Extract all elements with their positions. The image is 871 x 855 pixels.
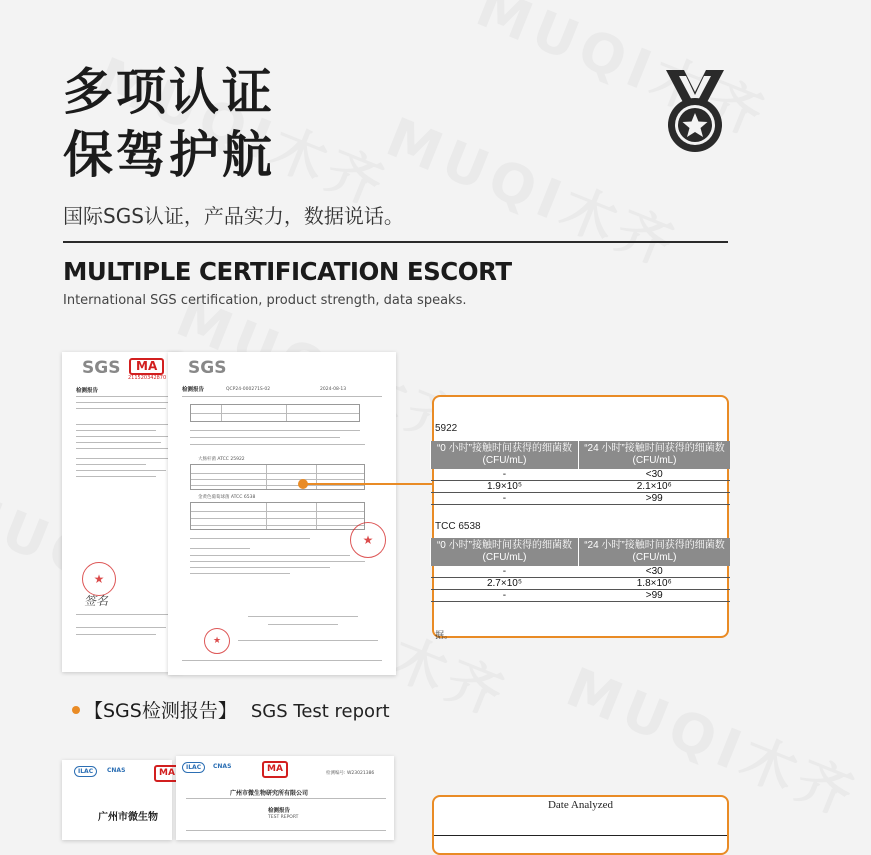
table-cell: 2.1×10⁶: [578, 481, 730, 493]
table-cell: 1.9×10⁵: [431, 481, 579, 493]
report2-page-front[interactable]: [176, 756, 394, 840]
test-number: 检测编号: W23021386: [326, 771, 375, 776]
report2-org-full: 广州市微生物研究所有限公司: [230, 790, 309, 797]
report-page-back[interactable]: [62, 352, 182, 672]
report-heading: 检测报告: [182, 387, 205, 393]
table-cell: <30: [578, 469, 730, 481]
connector-dot: [298, 479, 308, 489]
column-header: “24 小时”接触时间获得的细菌数(CFU/mL): [578, 441, 730, 469]
divider: [63, 241, 728, 243]
ma-logo: MA: [154, 765, 180, 782]
signature: 签名: [84, 594, 109, 608]
sgs-logo: SGS: [188, 358, 227, 378]
column-header: “0 小时”接触时间获得的细菌数(CFU/mL): [431, 538, 579, 566]
sgs-logo: SGS: [82, 358, 121, 378]
results-table-1: [430, 441, 730, 505]
page-subtitle: 国际SGS认证，产品实力，数据说话。: [63, 204, 404, 228]
medal-star-icon: [664, 68, 726, 154]
strain-label-2: TCC 6538: [435, 521, 481, 532]
ilac-logo: ILAC: [74, 766, 97, 777]
report-number: QCP24-000271S-02: [226, 387, 271, 392]
zoomed-results-panel: [432, 395, 729, 641]
watermark: [377, 95, 691, 282]
strain-label-1: 大肠杆菌 ATCC 25922: [198, 457, 245, 462]
column-header: “24 小时”接触时间获得的细菌数(CFU/mL): [578, 538, 730, 566]
english-subtitle: International SGS certification, product strength, data speaks.: [63, 293, 467, 308]
date-analyzed-heading: Date Analyzed: [547, 799, 614, 811]
strain-label-1: 5922: [435, 423, 458, 434]
table-cell: -: [431, 590, 579, 602]
ma-logo: MA: [129, 358, 164, 375]
bullet-dot: [72, 706, 80, 714]
cnas-logo: CNAS: [107, 767, 126, 774]
report2-org: 广州市微生物: [98, 812, 158, 823]
strain-label-2: 金黄色葡萄球菌 ATCC 6538: [198, 495, 256, 500]
watermark: [467, 0, 781, 152]
table-cell: <30: [578, 566, 730, 578]
report2-title: 检测报告: [268, 808, 291, 814]
connector-line: [303, 483, 433, 485]
table-cell: -: [431, 469, 579, 481]
zoomed-report2-panel: [432, 795, 729, 855]
report2-page-back[interactable]: [62, 760, 175, 840]
table-cell: 1.8×10⁶: [578, 578, 730, 590]
official-stamp-small: ★: [204, 628, 230, 654]
page-title-line2: 保驾护航: [63, 126, 275, 184]
caption-cn: 【SGS检测报告】: [84, 700, 237, 722]
caption-en: SGS Test report: [250, 701, 390, 722]
report-page-front[interactable]: [168, 352, 396, 675]
results-table-2: [430, 538, 730, 602]
ma-logo: MA: [262, 761, 288, 778]
page-title-line1: 多项认证: [63, 63, 275, 121]
report-date: 2024-08-13: [320, 387, 347, 392]
ilac-logo: ILAC: [182, 762, 205, 773]
table-cell: -: [431, 566, 579, 578]
table-cell: 2.7×10⁵: [431, 578, 579, 590]
zoom-footer-text: 据。: [435, 631, 454, 641]
report-heading: 检测报告: [76, 388, 99, 394]
table-cell: >99: [578, 590, 730, 602]
column-header: “0 小时”接触时间获得的细菌数(CFU/mL): [431, 441, 579, 469]
official-stamp: ★: [350, 522, 386, 558]
table-cell: >99: [578, 493, 730, 505]
official-stamp: ★: [82, 562, 116, 596]
english-title: MULTIPLE CERTIFICATION ESCORT: [63, 257, 512, 286]
report-caption: [72, 696, 390, 723]
ma-number: 211520342870: [128, 375, 167, 381]
cnas-logo: CNAS: [213, 763, 232, 770]
report2-title-en: TEST REPORT: [268, 815, 299, 820]
table-cell: -: [431, 493, 579, 505]
